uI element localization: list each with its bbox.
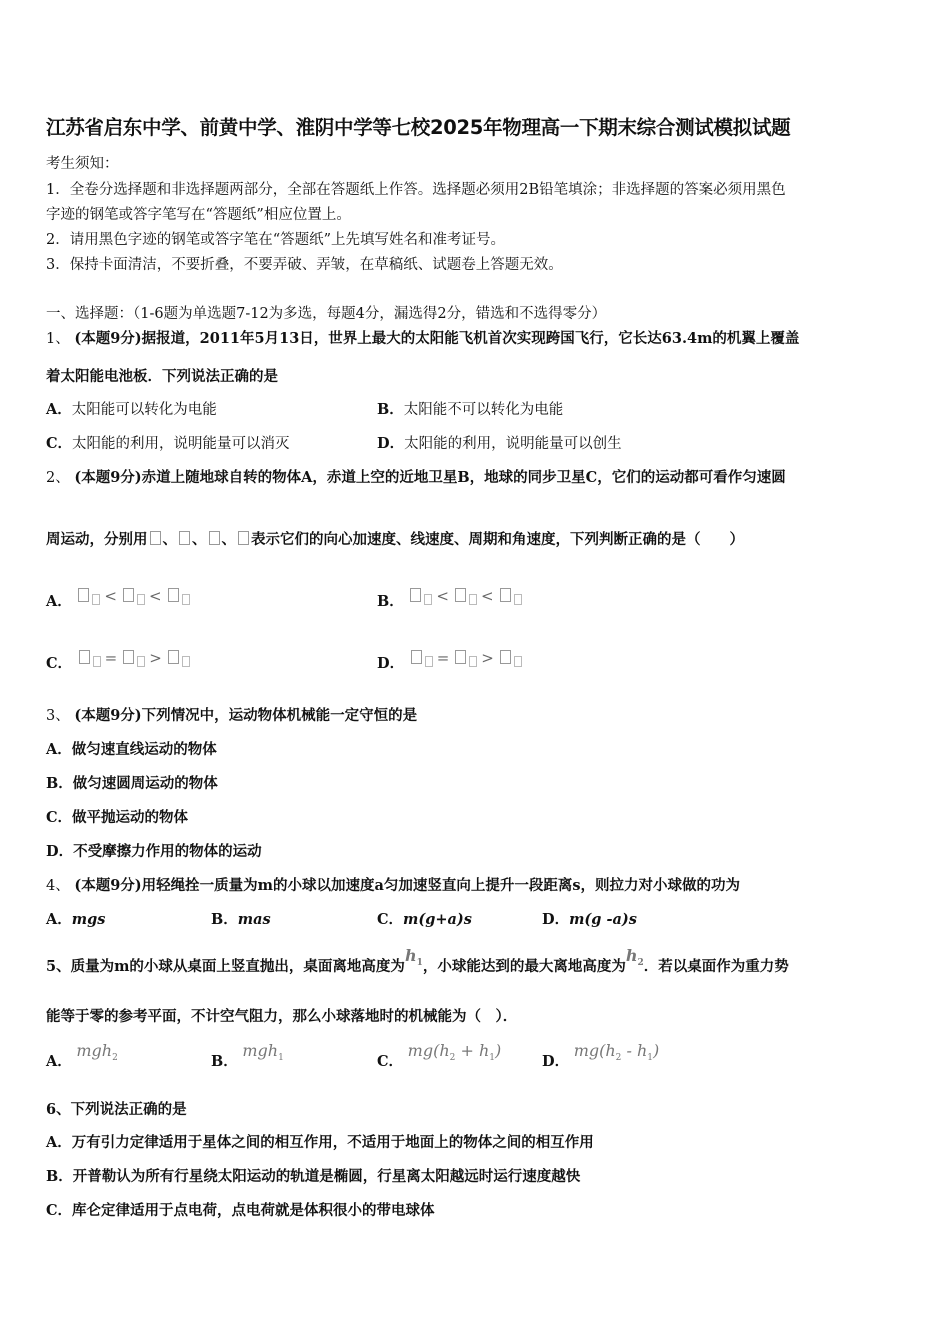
option-c: C． $mg(h_2 + h_1)$ xyxy=(377,1041,502,1070)
option-b: B．mas xyxy=(211,911,271,928)
question-score: (本题9分) xyxy=(74,877,142,894)
h1-symbol: $h_1$ xyxy=(404,946,423,969)
option-a: A．做匀速直线运动的物体 xyxy=(46,741,217,758)
question-2 xyxy=(46,466,786,487)
question-6: 6、下列说法正确的是 xyxy=(46,1101,187,1118)
question-score: (本题9分) xyxy=(74,469,142,486)
question-text: 据报道，2011年5月13日，世界上最大的太阳能飞机首次实现跨国飞行，它长达63.4m的机翼上覆盖 xyxy=(141,330,800,347)
symbol-placeholder xyxy=(179,531,190,545)
option-c: C．m(g+a)s xyxy=(377,911,472,928)
question-number: 3、 xyxy=(46,708,70,724)
page-title: 江苏省启东中学、前黄中学、淮阴中学等七校2025年物理高一下期末综合测试模拟试题 xyxy=(46,116,791,139)
option-b: B． < < xyxy=(377,590,522,611)
notice-item: 2．请用黑色字迹的钢笔或答字笔在“答题纸”上先填写姓名和准考证号。 xyxy=(46,232,506,248)
section-heading: 一、选择题：（1-6题为单选题7-12为多选，每题4分，漏选得2分，错选和不选得零分） xyxy=(46,306,607,322)
option-a: A． < < xyxy=(46,590,190,611)
question-3 xyxy=(46,704,417,725)
option-a: A．太阳能可以转化为电能 xyxy=(46,401,217,418)
option-d: D． = > xyxy=(377,652,522,673)
question-score: (本题9分) xyxy=(74,707,142,724)
option-b: B．开普勒认为所有行星绕太阳运动的轨道是椭圆，行星离太阳越远时运行速度越快 xyxy=(46,1168,581,1185)
symbol-placeholder xyxy=(209,531,220,545)
question-text: 下列情况中，运动物体机械能一定守恒的是 xyxy=(141,707,418,724)
option-c: C．太阳能的利用，说明能量可以消灭 xyxy=(46,435,290,452)
option-b: B．太阳能不可以转化为电能 xyxy=(377,401,564,418)
option-a: A．万有引力定律适用于星体之间的相互作用，不适用于地面上的物体之间的相互作用 xyxy=(46,1134,594,1151)
option-a: A．mgs xyxy=(46,911,106,928)
question-text: 能等于零的参考平面，不计空气阻力，那么小球落地时的机械能为（ ）． xyxy=(46,1008,518,1025)
question-score: (本题9分) xyxy=(74,330,142,347)
option-b: B．做匀速圆周运动的物体 xyxy=(46,775,218,792)
option-c: C．库仑定律适用于点电荷，点电荷就是体积很小的带电球体 xyxy=(46,1202,435,1219)
notice-item: 3．保持卡面清洁，不要折叠，不要弄破、弄皱，在草稿纸、试题卷上答题无效。 xyxy=(46,257,563,273)
question-number: 4、 xyxy=(46,878,70,894)
question-number: 1、 xyxy=(46,331,70,347)
option-d: D．太阳能的利用，说明能量可以创生 xyxy=(377,435,622,452)
notice-heading: 考生须知： xyxy=(46,156,119,172)
option-c: C．做平抛运动的物体 xyxy=(46,809,189,826)
question-4 xyxy=(46,874,740,895)
question-text: 用轻绳拴一质量为m的小球以加速度a匀加速竖直向上提升一段距离s，则拉力对小球做的功为 xyxy=(141,877,741,894)
option-d: D．不受摩擦力作用的物体的运动 xyxy=(46,843,262,860)
h2-symbol: $h_2$ xyxy=(625,946,644,969)
option-a: A． mgh$_2$ xyxy=(46,1041,118,1070)
option-c: C． = > xyxy=(46,652,190,673)
symbol-placeholder xyxy=(150,531,161,545)
notice-item: 字迹的钢笔或答字笔写在“答题纸”相应位置上。 xyxy=(46,207,351,223)
question-number: 2、 xyxy=(46,470,70,486)
question-text: 着太阳能电池板．下列说法正确的是 xyxy=(46,368,278,385)
option-d: D． $mg(h_2 - h_1)$ xyxy=(542,1041,660,1070)
question-text: 赤道上随地球自转的物体A，赤道上空的近地卫星B，地球的同步卫星C，它们的运动都可看作匀速圆 xyxy=(141,469,786,486)
question-5: 5、质量为m的小球从桌面上竖直抛出，桌面离地高度为$h_1$，小球能达到的最大离地高度为$h_2$．若以桌面作为重力势 xyxy=(46,946,789,975)
symbol-placeholder xyxy=(238,531,249,545)
question-text: 周运动，分别用 、 、 、 表示它们的向心加速度、线速度、周期和角速度，下列判断正确的是（ ） xyxy=(46,531,744,548)
option-b: B． mgh$_1$ xyxy=(211,1041,284,1070)
option-d: D．m(g -a)s xyxy=(542,911,637,928)
notice-item: 1．全卷分选择题和非选择题两部分，全部在答题纸上作答。选择题必须用2B铅笔填涂；非选择题的答案必须用黑色 xyxy=(46,182,786,198)
question-1 xyxy=(46,327,799,348)
